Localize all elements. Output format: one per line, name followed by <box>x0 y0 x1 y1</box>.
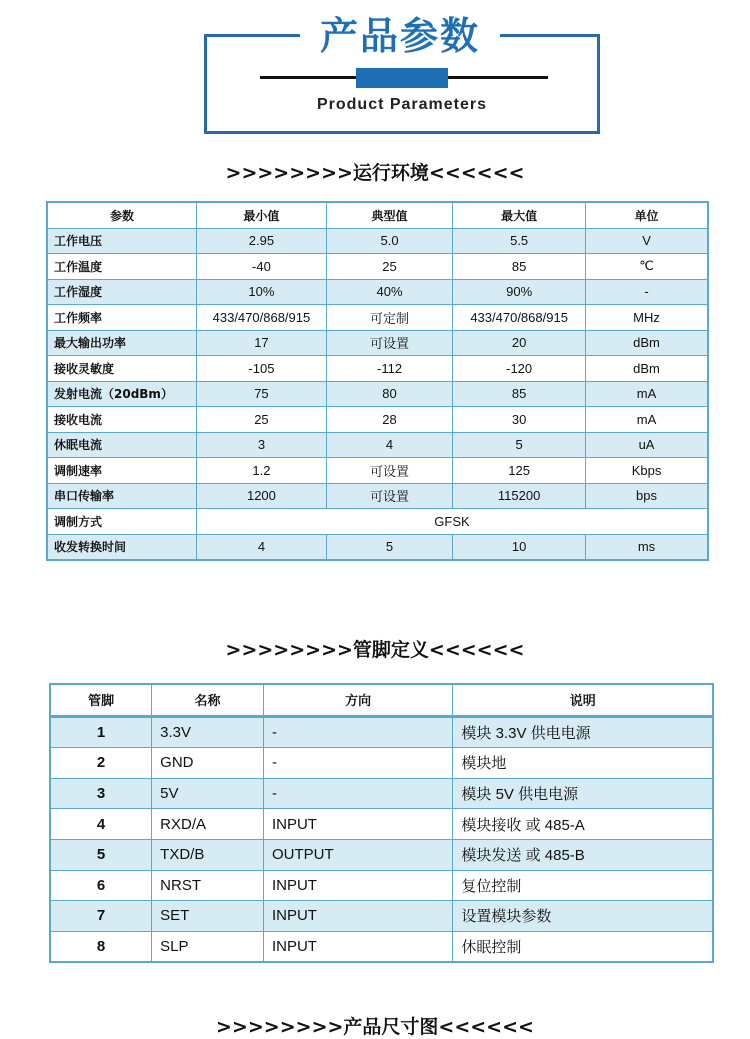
section-heading-pin-definition: >>>>>>>>管脚定义<<<<<< <box>225 639 525 661</box>
table-header-row <box>47 202 708 228</box>
table-row <box>50 716 713 748</box>
table-row <box>47 254 708 280</box>
table-cell: 模块 5V 供电电源 <box>453 778 713 809</box>
header-cell: 方向 <box>263 684 452 716</box>
table-cell: 75 <box>197 381 327 407</box>
table-cell: 5.0 <box>326 228 452 254</box>
table-cell: Kbps <box>586 458 708 484</box>
table-cell: 25 <box>326 254 452 280</box>
product-parameters-banner <box>204 12 598 130</box>
table-row <box>47 509 708 535</box>
table-cell: 可设置 <box>326 330 452 356</box>
table-cell: 5 <box>453 432 586 458</box>
header-cell: 说明 <box>453 684 713 716</box>
table-cell: - <box>263 748 452 779</box>
table-cell: INPUT <box>263 870 452 901</box>
table-cell: GND <box>152 748 264 779</box>
header-cell: 典型值 <box>326 202 452 228</box>
pin-number-cell: 7 <box>50 901 152 932</box>
table-row <box>47 458 708 484</box>
table-cell: dBm <box>586 330 708 356</box>
pin-number-cell: 3 <box>50 778 152 809</box>
table-cell: 25 <box>197 407 327 433</box>
table-cell: - <box>586 279 708 305</box>
table-cell: INPUT <box>263 809 452 840</box>
parameter-name-cell: 工作电压 <box>47 228 197 254</box>
table-cell: NRST <box>152 870 264 901</box>
table-cell: 可定制 <box>326 305 452 331</box>
table-cell: - <box>263 716 452 748</box>
table-row <box>50 901 713 932</box>
table-cell: - <box>263 778 452 809</box>
table-row <box>47 279 708 305</box>
parameter-name-cell: 工作频率 <box>47 305 197 331</box>
table-cell: 10 <box>453 534 586 560</box>
table-cell: 115200 <box>453 483 586 509</box>
table-cell: -40 <box>197 254 327 280</box>
table-cell: 40% <box>326 279 452 305</box>
header-cell: 管脚 <box>50 684 152 716</box>
banner-title: 产品参数 <box>319 14 480 58</box>
table-cell: ms <box>586 534 708 560</box>
table-cell: 4 <box>326 432 452 458</box>
table-row <box>47 356 708 382</box>
table-cell: 433/470/868/915 <box>453 305 586 331</box>
table-cell: 90% <box>453 279 586 305</box>
table-header-row <box>50 684 713 716</box>
table-cell: 5.5 <box>453 228 586 254</box>
table-row <box>50 809 713 840</box>
header-cell: 最小值 <box>197 202 327 228</box>
table-cell: 80 <box>326 381 452 407</box>
table-cell: 85 <box>453 254 586 280</box>
table-cell: mA <box>586 407 708 433</box>
table-cell: SLP <box>152 931 264 962</box>
parameter-name-cell: 调制速率 <box>47 458 197 484</box>
table-cell: 3.3V <box>152 716 264 748</box>
table-row <box>50 778 713 809</box>
table-cell: MHz <box>586 305 708 331</box>
table-cell: 10% <box>197 279 327 305</box>
table-row <box>47 228 708 254</box>
table-row <box>50 931 713 962</box>
table-cell: bps <box>586 483 708 509</box>
table-cell: 17 <box>197 330 327 356</box>
table-cell: -112 <box>326 356 452 382</box>
table-row <box>50 748 713 779</box>
parameter-name-cell: 串口传输率 <box>47 483 197 509</box>
table-cell: 休眠控制 <box>453 931 713 962</box>
header-cell: 单位 <box>586 202 708 228</box>
table-row <box>47 483 708 509</box>
table-cell: 85 <box>453 381 586 407</box>
pin-number-cell: 8 <box>50 931 152 962</box>
table-cell: INPUT <box>263 901 452 932</box>
table-cell: 模块 3.3V 供电电源 <box>453 716 713 748</box>
table-cell: 20 <box>453 330 586 356</box>
table-cell: 3 <box>197 432 327 458</box>
table-cell: SET <box>152 901 264 932</box>
table-cell: 模块接收 或 485-A <box>453 809 713 840</box>
pin-number-cell: 6 <box>50 870 152 901</box>
parameter-name-cell: 接收电流 <box>47 407 197 433</box>
section-heading-product-dimensions: >>>>>>>>产品尺寸图<<<<<< <box>216 1016 534 1038</box>
pin-definition-table <box>49 683 714 963</box>
table-cell: 30 <box>453 407 586 433</box>
table-cell: 1200 <box>197 483 327 509</box>
table-cell: 5 <box>326 534 452 560</box>
table-row <box>47 432 708 458</box>
table-cell: GFSK <box>197 509 708 535</box>
table-cell: ℃ <box>586 254 708 280</box>
header-cell: 最大值 <box>453 202 586 228</box>
header-cell: 参数 <box>47 202 197 228</box>
parameter-name-cell: 工作湿度 <box>47 279 197 305</box>
table-cell: 28 <box>326 407 452 433</box>
table-cell: mA <box>586 381 708 407</box>
table-row <box>47 305 708 331</box>
header-cell: 名称 <box>152 684 264 716</box>
parameter-name-cell: 收发转换时间 <box>47 534 197 560</box>
table-cell: 模块发送 或 485-B <box>453 839 713 870</box>
table-cell: 5V <box>152 778 264 809</box>
table-row <box>50 839 713 870</box>
table-cell: uA <box>586 432 708 458</box>
section-heading-operating-environment: >>>>>>>>运行环境<<<<<< <box>225 162 525 184</box>
banner-divider-accent <box>356 68 448 88</box>
parameter-name-cell: 休眠电流 <box>47 432 197 458</box>
table-cell: 复位控制 <box>453 870 713 901</box>
parameter-name-cell: 发射电流（20dBm） <box>47 381 197 407</box>
pin-number-cell: 5 <box>50 839 152 870</box>
table-cell: 可设置 <box>326 458 452 484</box>
table-cell: 1.2 <box>197 458 327 484</box>
parameter-name-cell: 最大输出功率 <box>47 330 197 356</box>
table-cell: 可设置 <box>326 483 452 509</box>
parameter-name-cell: 调制方式 <box>47 509 197 535</box>
table-cell: OUTPUT <box>263 839 452 870</box>
table-row <box>47 407 708 433</box>
table-cell: -120 <box>453 356 586 382</box>
pin-number-cell: 4 <box>50 809 152 840</box>
table-row <box>47 381 708 407</box>
table-cell: TXD/B <box>152 839 264 870</box>
table-cell: 2.95 <box>197 228 327 254</box>
banner-subtitle: Product Parameters <box>316 96 488 113</box>
table-row <box>47 330 708 356</box>
table-cell: INPUT <box>263 931 452 962</box>
table-cell: -105 <box>197 356 327 382</box>
table-row <box>47 534 708 560</box>
table-cell: V <box>586 228 708 254</box>
pin-number-cell: 1 <box>50 716 152 748</box>
parameter-name-cell: 接收灵敏度 <box>47 356 197 382</box>
parameter-name-cell: 工作温度 <box>47 254 197 280</box>
table-cell: dBm <box>586 356 708 382</box>
pin-number-cell: 2 <box>50 748 152 779</box>
table-cell: RXD/A <box>152 809 264 840</box>
table-cell: 125 <box>453 458 586 484</box>
table-row <box>50 870 713 901</box>
table-cell: 模块地 <box>453 748 713 779</box>
operating-environment-table <box>46 201 709 561</box>
table-cell: 433/470/868/915 <box>197 305 327 331</box>
table-cell: 4 <box>197 534 327 560</box>
table-cell: 设置模块参数 <box>453 901 713 932</box>
